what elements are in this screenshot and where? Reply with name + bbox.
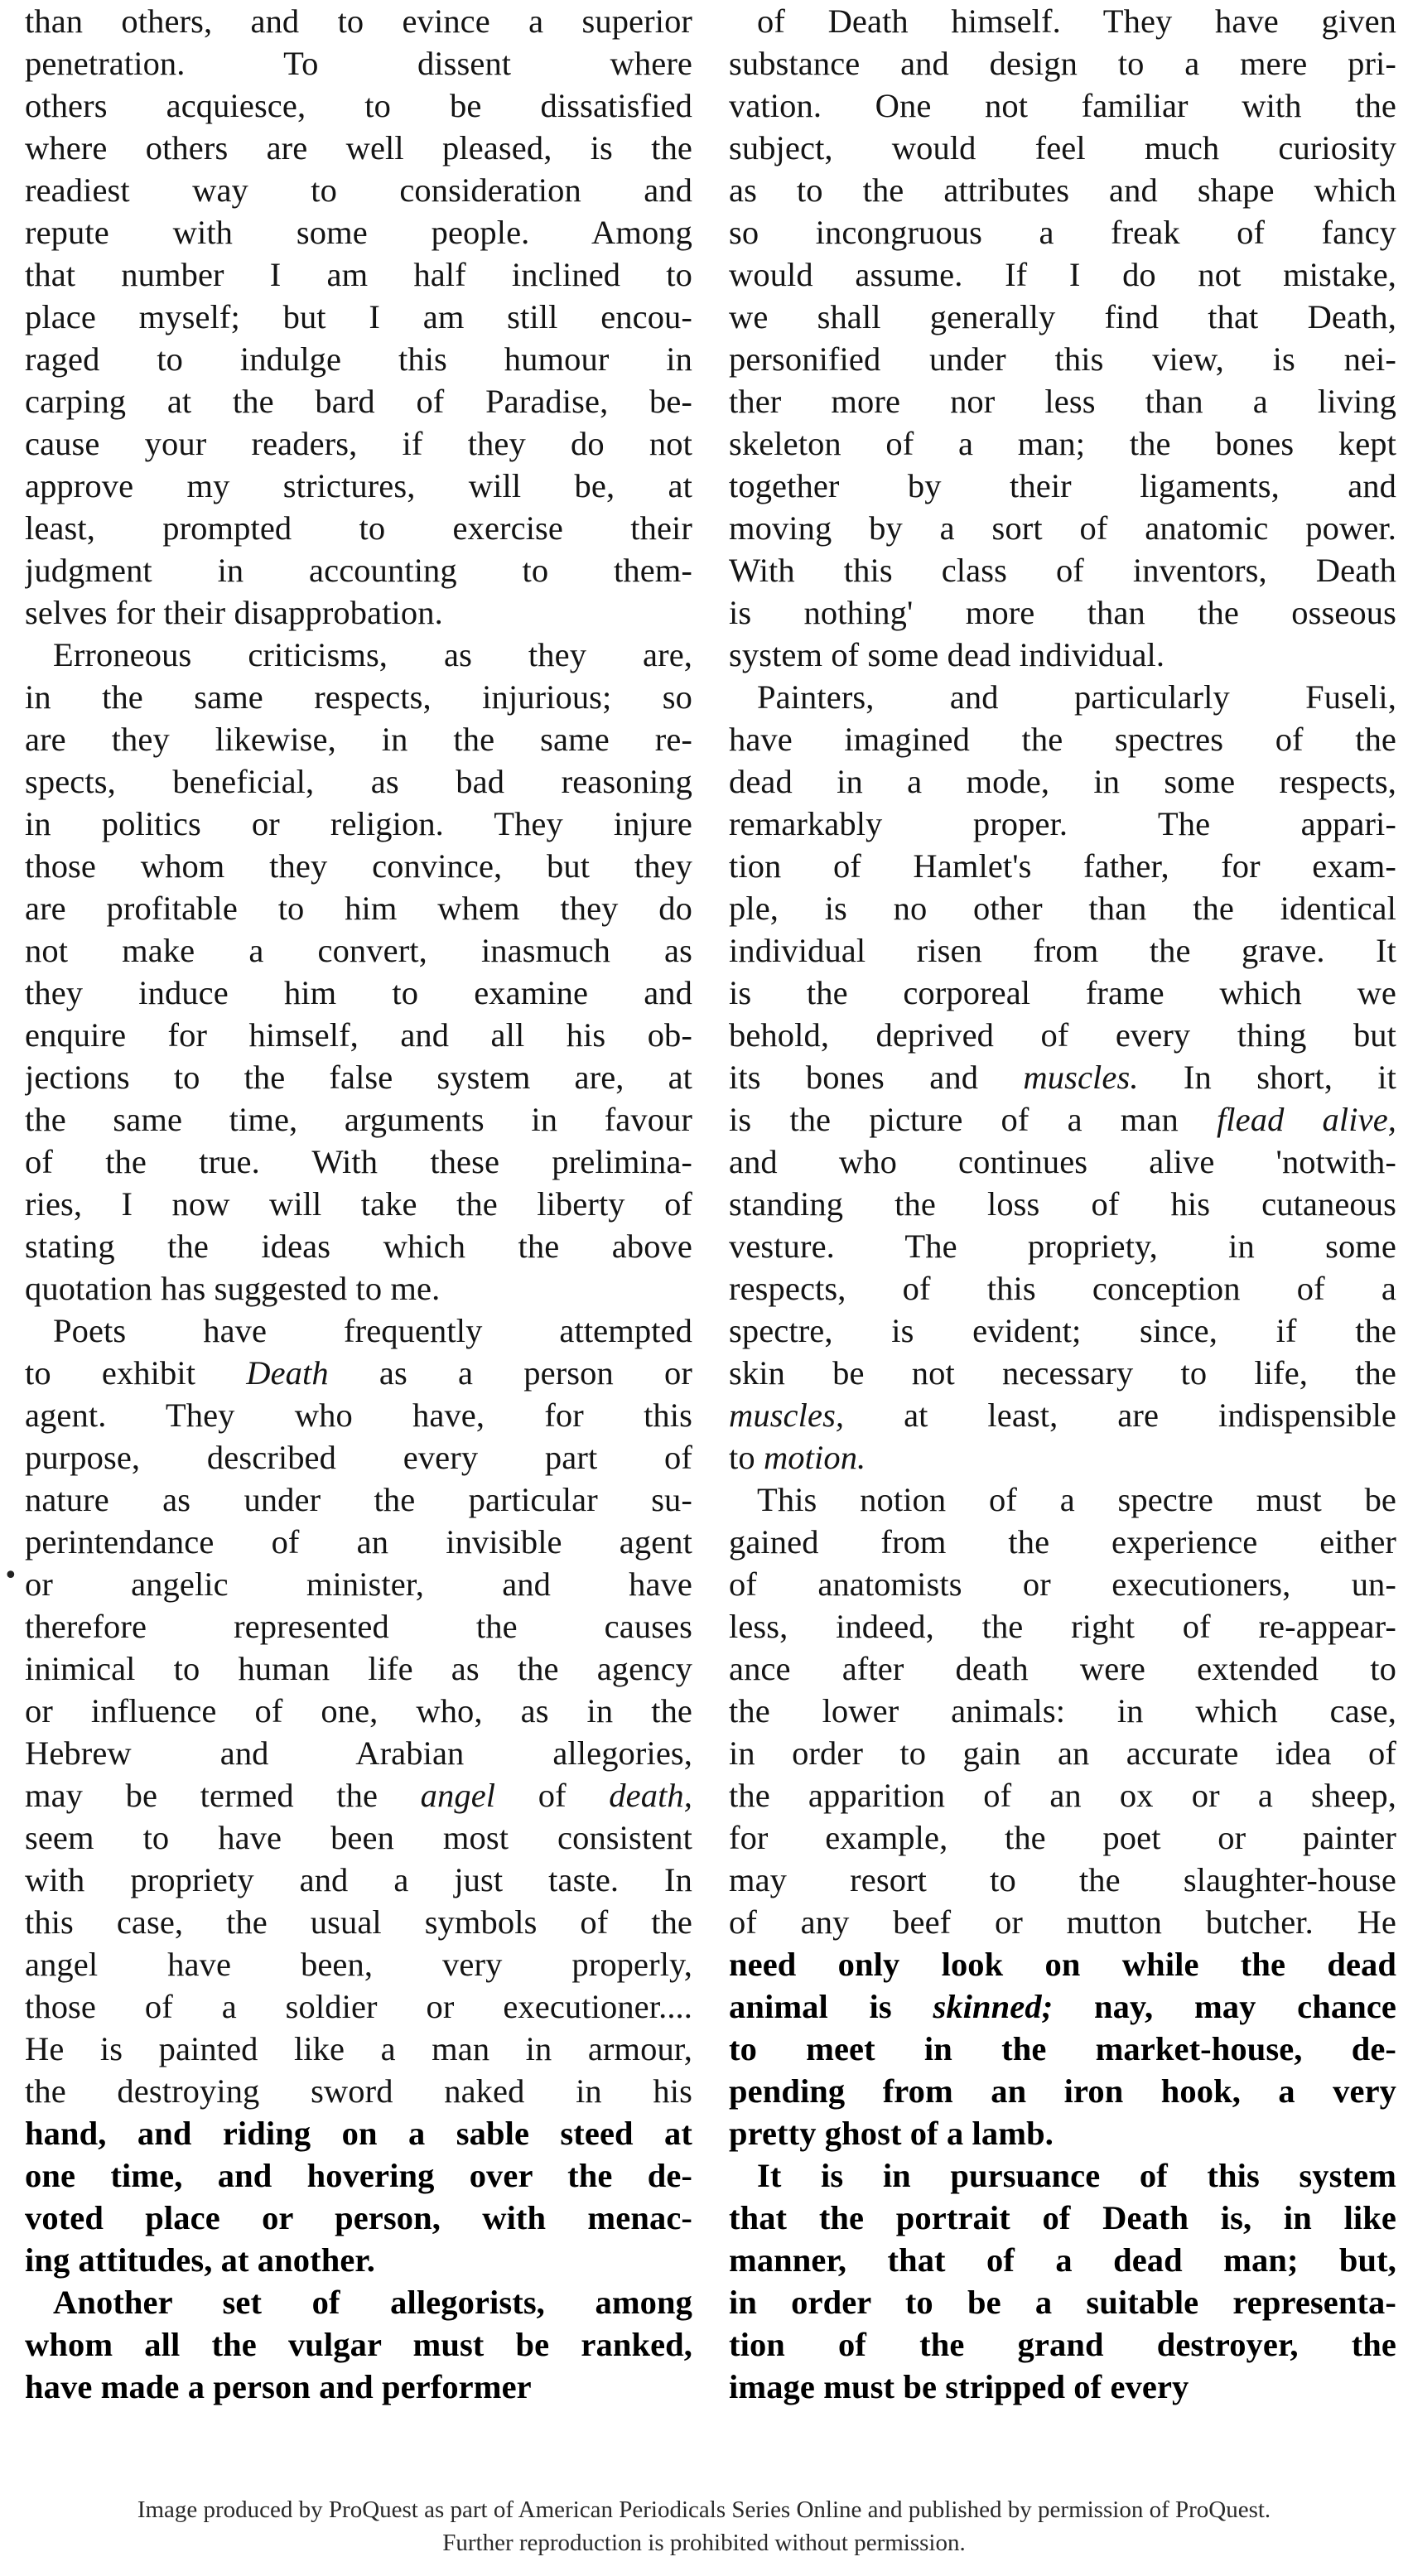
text-line	[25, 1943, 692, 1985]
text-line	[729, 2112, 1396, 2154]
text-segment: is the picture of a man	[729, 1101, 1217, 1138]
text-line	[729, 2154, 1396, 2197]
italic-text: Death	[246, 1354, 329, 1392]
text-line	[729, 1774, 1396, 1816]
text-line: they induce him to examine and	[25, 974, 692, 1011]
text-segment: its bones and	[729, 1059, 1024, 1096]
text-line	[729, 2028, 1396, 2070]
text-segment: pending from an iron hook, a very	[729, 2072, 1396, 2110]
text-segment: in order to be a suitable representa-	[729, 2284, 1396, 2321]
paragraph	[729, 676, 1396, 1479]
text-segment: agent. They who have, for this	[25, 1397, 692, 1434]
text-line	[25, 2239, 692, 2281]
text-segment: have made a person and performer	[25, 2368, 532, 2405]
text-line	[25, 1985, 692, 2028]
text-line	[729, 1141, 1396, 1183]
text-line	[729, 549, 1396, 591]
text-line	[25, 1774, 692, 1816]
copyright-footer	[0, 2493, 1408, 2559]
text-segment: have imagined the spectres of the	[729, 721, 1396, 758]
italic-text: angel	[420, 1777, 496, 1814]
text-segment: the lower animals: in which case,	[729, 1692, 1396, 1729]
text-segment: This notion of a spectre must be	[757, 1481, 1396, 1518]
paragraph	[729, 0, 1396, 676]
text-line: are profitable to him whem they do	[25, 890, 692, 927]
italic-text: skinned;	[933, 1988, 1054, 2025]
text-segment: skin be not necessary to life, the	[729, 1354, 1396, 1392]
text-segment: one time, and hovering over the de-	[25, 2157, 692, 2194]
text-line: selves for their disapprobation.	[25, 594, 443, 631]
text-segment: dead in a mode, in some respects,	[729, 763, 1396, 800]
text-line	[729, 1647, 1396, 1690]
text-segment: With this class of inventors, Death	[729, 552, 1396, 589]
text-segment: that the portrait of Death is, in like	[729, 2199, 1396, 2236]
text-line: that number I am half inclined to	[25, 256, 692, 293]
text-line	[729, 2070, 1396, 2112]
text-line	[729, 591, 1396, 634]
text-line	[25, 1690, 692, 1732]
text-segment: or influence of one, who, as in the	[25, 1692, 692, 1729]
text-line	[729, 760, 1396, 803]
text-line: least, prompted to exercise their	[25, 509, 692, 547]
paragraph	[729, 2154, 1396, 2408]
margin-bullet-mark: •	[3, 1561, 18, 1590]
text-line	[729, 296, 1396, 338]
text-line: carping at the bard of Paradise, be-	[25, 383, 692, 420]
text-line	[25, 1394, 692, 1436]
text-segment: with propriety and a just taste. In	[25, 1861, 692, 1898]
text-segment: tion of Hamlet's father, for exam-	[729, 847, 1396, 885]
text-line	[25, 1859, 692, 1901]
text-segment: whom all the vulgar must be ranked,	[25, 2326, 692, 2363]
text-line	[729, 1183, 1396, 1225]
text-line	[729, 2366, 1396, 2408]
paragraph	[25, 634, 692, 1310]
text-segment: pretty ghost of a lamb.	[729, 2115, 1054, 2152]
text-line	[25, 1605, 692, 1647]
text-segment: image must be stripped of every	[729, 2368, 1189, 2405]
text-line	[729, 1985, 1396, 2028]
paragraph-group	[25, 1310, 692, 2408]
text-segment: those of a soldier or executioner....	[25, 1988, 692, 2025]
italic-text: motion.	[763, 1439, 866, 1476]
text-line	[729, 803, 1396, 845]
text-line	[729, 1310, 1396, 1352]
text-line	[729, 1352, 1396, 1394]
text-segment: vesture. The propriety, in some	[729, 1228, 1396, 1265]
text-segment: as a person or	[328, 1354, 692, 1392]
text-segment: to exhibit	[25, 1354, 247, 1392]
text-line: others acquiesce, to be dissatisfied	[25, 87, 692, 124]
text-segment: ther more nor less than a living	[729, 383, 1396, 420]
italic-text: flead alive,	[1216, 1101, 1396, 1138]
text-segment: we shall generally find that Death,	[729, 298, 1396, 335]
text-segment: of anatomists or executioners, un-	[729, 1565, 1396, 1603]
text-line	[25, 2323, 692, 2366]
italic-text: muscles.	[1023, 1059, 1139, 1096]
italic-text: muscles,	[729, 1397, 845, 1434]
text-segment: the destroying sword naked in his	[25, 2072, 692, 2110]
text-segment: tion of the grand destroyer, the	[729, 2326, 1396, 2363]
text-line	[25, 1901, 692, 1943]
text-line: place myself; but I am still encou-	[25, 298, 692, 335]
text-segment: so incongruous a freak of fancy	[729, 214, 1396, 251]
text-line	[729, 380, 1396, 422]
text-segment: together by their ligaments, and	[729, 467, 1396, 504]
text-segment: skeleton of a man; the bones kept	[729, 425, 1396, 462]
text-segment: at least, are indispensible	[844, 1397, 1396, 1434]
text-line	[25, 1479, 692, 1521]
text-line: enquire for himself, and all his ob-	[25, 1016, 692, 1054]
paragraph	[25, 0, 692, 634]
text-segment: therefore represented the causes	[25, 1608, 692, 1645]
text-segment: voted place or person, with menac-	[25, 2199, 692, 2236]
text-segment: Painters, and particularly Fuseli,	[757, 678, 1396, 716]
text-line	[729, 887, 1396, 929]
text-segment: ing attitudes, at another.	[25, 2241, 376, 2279]
text-line: cause your readers, if they do not	[25, 425, 692, 462]
text-line	[729, 676, 1396, 718]
text-line	[729, 84, 1396, 127]
text-line	[729, 0, 1396, 42]
text-segment: of any beef or mutton butcher. He	[729, 1903, 1396, 1941]
text-line: ries, I now will take the liberty of	[25, 1185, 692, 1223]
text-line: than others, and to evince a superior	[25, 2, 692, 40]
text-segment: purpose, described every part of	[25, 1439, 692, 1476]
text-segment: remarkably proper. The appari-	[729, 805, 1396, 842]
text-line	[729, 1521, 1396, 1563]
text-line: penetration. To dissent where	[25, 45, 692, 82]
text-segment: or angelic minister, and have	[25, 1565, 692, 1603]
text-line	[729, 253, 1396, 296]
text-segment: animal is	[729, 1988, 933, 2025]
text-line	[729, 1056, 1396, 1098]
text-line	[729, 211, 1396, 253]
text-line: repute with some people. Among	[25, 214, 692, 251]
text-line: not make a convert, inasmuch as	[25, 932, 692, 969]
text-segment: nature as under the particular su-	[25, 1481, 692, 1518]
text-segment: is nothing' more than the osseous	[729, 594, 1396, 631]
text-line: of the true. With these prelimina-	[25, 1143, 692, 1180]
text-line	[25, 1563, 692, 1605]
italic-text: death,	[609, 1777, 692, 1814]
paragraph	[25, 2281, 692, 2408]
text-line: where others are well pleased, is the	[25, 129, 692, 166]
text-line	[25, 2366, 692, 2408]
text-line	[729, 1479, 1396, 1521]
text-column-left	[25, 0, 692, 2485]
text-segment: He is painted like a man in armour,	[25, 2030, 692, 2067]
text-line	[729, 1605, 1396, 1647]
text-segment: for example, the poet or painter	[729, 1819, 1396, 1856]
text-segment: inimical to human life as the agency	[25, 1650, 692, 1687]
paragraph	[25, 1310, 692, 2281]
text-column-right	[729, 0, 1396, 2485]
text-segment: to	[729, 1439, 764, 1476]
text-segment: gained from the experience either	[729, 1523, 1396, 1561]
text-line: the same time, arguments in favour	[25, 1101, 692, 1138]
text-line	[729, 2281, 1396, 2323]
text-line	[25, 2154, 692, 2197]
text-line	[25, 1647, 692, 1690]
text-segment: moving by a sort of anatomic power.	[729, 509, 1396, 547]
text-line	[729, 2323, 1396, 2366]
text-line	[729, 1901, 1396, 1943]
text-segment: of Death himself. They have given	[757, 2, 1396, 40]
text-line	[729, 1690, 1396, 1732]
text-line: quotation has suggested to me.	[25, 1270, 441, 1307]
text-line: are they likewise, in the same re-	[25, 721, 692, 758]
text-segment: subject, would feel much curiosity	[729, 129, 1396, 166]
text-line	[729, 465, 1396, 507]
text-line: spects, beneficial, as bad reasoning	[25, 763, 692, 800]
footer-line: Image produced by ProQuest as part of American Periodicals Series Online and published by permission of ProQuest.	[137, 2496, 1271, 2523]
text-line	[729, 718, 1396, 760]
text-line: those whom they convince, but they	[25, 847, 692, 885]
text-line	[25, 2197, 692, 2239]
text-line	[729, 1943, 1396, 1985]
text-segment: vation. One not familiar with the	[729, 87, 1396, 124]
text-line	[729, 422, 1396, 465]
text-segment: perintendance of an invisible agent	[25, 1523, 692, 1561]
text-line	[729, 338, 1396, 380]
text-line	[25, 1310, 692, 1352]
text-segment: personified under this view, is nei-	[729, 340, 1396, 378]
text-line: readiest way to consideration and	[25, 171, 692, 209]
text-line	[729, 1014, 1396, 1056]
text-segment: respects, of this conception of a	[729, 1270, 1396, 1307]
text-line	[25, 2028, 692, 2070]
text-line	[25, 2070, 692, 2112]
text-segment: as to the attributes and shape which	[729, 171, 1396, 209]
text-line	[729, 127, 1396, 169]
text-segment: system of some dead individual.	[729, 636, 1165, 673]
text-line	[729, 845, 1396, 887]
text-segment: this case, the usual symbols of the	[25, 1903, 692, 1941]
text-line	[729, 1225, 1396, 1267]
text-line	[729, 1563, 1396, 1605]
text-segment: may be termed the	[25, 1777, 421, 1814]
text-line: approve my strictures, will be, at	[25, 467, 692, 504]
text-line: in politics or religion. They injure	[25, 805, 692, 842]
text-segment: is the corporeal frame which we	[729, 974, 1396, 1011]
footer-line: Further reproduction is prohibited without permission.	[442, 2530, 966, 2556]
text-line	[25, 1521, 692, 1563]
paragraph-group	[729, 0, 1396, 2408]
text-segment: less, indeed, the right of re-appear-	[729, 1608, 1396, 1645]
paragraph	[729, 1479, 1396, 2154]
text-segment: Poets have frequently attempted	[53, 1312, 692, 1349]
text-segment: the apparition of an ox or a sheep,	[729, 1777, 1396, 1814]
text-line	[729, 1098, 1396, 1141]
text-line	[25, 1732, 692, 1774]
text-segment: of	[495, 1777, 610, 1814]
text-line	[25, 1352, 692, 1394]
text-line: stating the ideas which the above	[25, 1228, 692, 1265]
text-line	[729, 507, 1396, 549]
text-line	[729, 929, 1396, 972]
text-line	[729, 2239, 1396, 2281]
text-segment: need only look on while the dead	[729, 1946, 1396, 1983]
text-line: Erroneous criticisms, as they are,	[53, 636, 692, 673]
text-line: jections to the false system are, at	[25, 1059, 692, 1096]
text-segment: Hebrew and Arabian allegories,	[25, 1734, 692, 1772]
text-segment: would assume. If I do not mistake,	[729, 256, 1396, 293]
text-segment: manner, that of a dead man; but,	[729, 2241, 1396, 2279]
text-segment: nay, may chance	[1053, 1988, 1396, 2025]
text-line	[729, 634, 1396, 676]
text-segment: seem to have been most consistent	[25, 1819, 692, 1856]
text-line	[729, 1859, 1396, 1901]
text-segment: individual risen from the grave. It	[729, 932, 1396, 969]
text-line	[729, 169, 1396, 211]
text-line	[729, 1394, 1396, 1436]
text-line	[25, 1816, 692, 1859]
text-segment: ple, is no other than the identical	[729, 890, 1396, 927]
text-segment: In short, it	[1138, 1059, 1396, 1096]
text-segment: in order to gain an accurate idea of	[729, 1734, 1396, 1772]
text-segment: It is in pursuance of this system	[757, 2157, 1396, 2194]
text-line	[25, 1436, 692, 1479]
text-line	[729, 1816, 1396, 1859]
text-segment: standing the loss of his cutaneous	[729, 1185, 1396, 1223]
text-segment: hand, and riding on a sable steed at	[25, 2115, 692, 2152]
text-segment: angel have been, very properly,	[25, 1946, 692, 1983]
text-line	[729, 972, 1396, 1014]
text-segment: to meet in the market-house, de-	[729, 2030, 1396, 2067]
text-line	[729, 2197, 1396, 2239]
text-line	[729, 1267, 1396, 1310]
text-line: raged to indulge this humour in	[25, 340, 692, 378]
text-line	[25, 2281, 692, 2323]
text-line	[729, 42, 1396, 84]
text-line	[25, 2112, 692, 2154]
text-line: judgment in accounting to them-	[25, 552, 692, 589]
text-segment: spectre, is evident; since, if the	[729, 1312, 1396, 1349]
text-segment: ance after death were extended to	[729, 1650, 1396, 1687]
text-segment: Another set of allegorists, among	[53, 2284, 692, 2321]
text-segment: and who continues alive 'notwith-	[729, 1143, 1396, 1180]
text-line	[729, 1732, 1396, 1774]
text-line	[729, 1436, 1396, 1479]
text-segment: behold, deprived of every thing but	[729, 1016, 1396, 1054]
text-line: in the same respects, injurious; so	[25, 678, 692, 716]
text-segment: substance and design to a mere pri-	[729, 45, 1396, 82]
text-segment: may resort to the slaughter-house	[729, 1861, 1396, 1898]
